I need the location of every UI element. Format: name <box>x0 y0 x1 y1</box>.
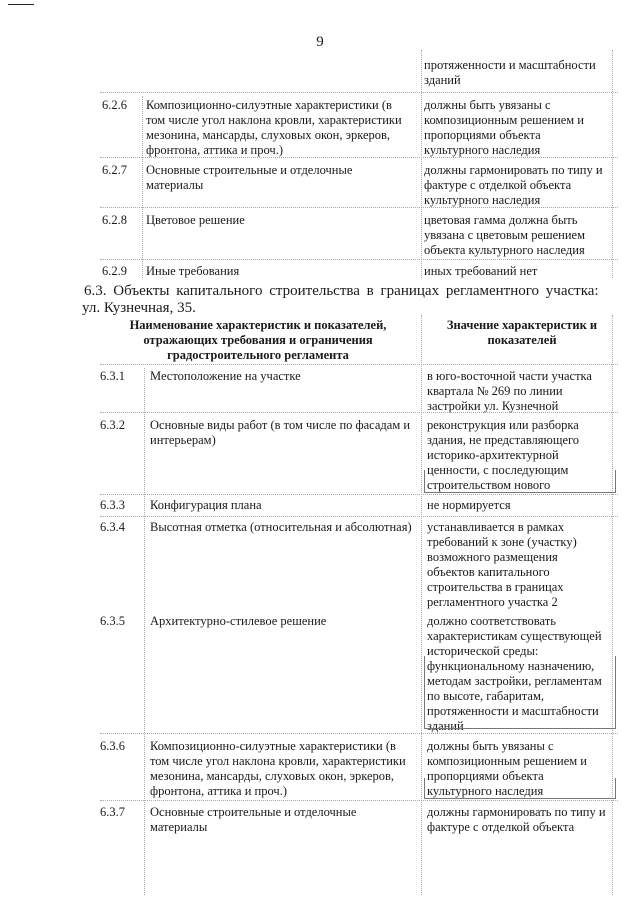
row-name <box>150 614 416 629</box>
value-line: культурного наследия <box>424 193 541 207</box>
name-line: материалы <box>146 178 204 192</box>
top-value-continuation <box>424 58 620 88</box>
name-line: Основные строительные и отделочные <box>146 163 353 177</box>
name-line: Конфигурация плана <box>150 498 262 512</box>
value-bracket <box>424 778 616 799</box>
row-name <box>146 163 416 193</box>
value-line: должно соответствовать <box>427 614 556 628</box>
value-line: культурного наследия <box>424 143 541 157</box>
name-line: материалы <box>150 820 208 834</box>
value-line: по высоте, габаритам, <box>427 689 544 703</box>
row-number: 6.2.9 <box>102 264 127 278</box>
upper-table-num-divider <box>142 96 143 278</box>
value-line: регламентного участка 2 <box>427 595 558 609</box>
upper-table-divider <box>421 50 422 278</box>
value-line: протяженности и масштабности <box>427 704 599 718</box>
section-title-6-3 <box>84 283 620 317</box>
row-name <box>146 213 416 228</box>
name-line: мезонина, мансарды, слуховых окон, эркеров, <box>150 769 395 783</box>
name-line: Композиционно-силуэтные характеристики (в <box>146 98 392 112</box>
row-name <box>150 498 416 513</box>
header-line: Наименование характеристик и показателей, <box>129 318 387 332</box>
row-name <box>150 369 416 384</box>
value-line: строительством нового <box>427 478 551 492</box>
row-separator <box>100 207 618 208</box>
section-title-line: 6.3. Объекты капитального строительства в границах регламентного участка: <box>84 283 599 299</box>
row-number: 6.3.1 <box>100 369 125 383</box>
name-line: Основные строительные и отделочные <box>150 805 357 819</box>
row-name <box>146 264 416 279</box>
row-separator <box>100 364 618 365</box>
row-separator <box>100 412 618 413</box>
value-line: устанавливается в рамках <box>427 520 565 534</box>
name-line: том числе угол наклона кровли, характеристики <box>146 113 402 127</box>
value-line: композиционным решением и <box>427 754 587 768</box>
row-number: 6.3.4 <box>100 520 125 534</box>
value-line: квартала № 269 по линии <box>427 384 563 398</box>
value-line: зданий <box>427 719 464 733</box>
value-line: фактуре с отделкой объекта <box>424 178 572 192</box>
row-value <box>424 98 620 158</box>
row-value <box>427 805 620 835</box>
top-left-mark <box>8 4 34 5</box>
row-value <box>427 498 620 513</box>
name-line: Цветовое решение <box>146 213 245 227</box>
row-separator <box>100 733 618 734</box>
row-number: 6.3.3 <box>100 498 125 512</box>
header-line: отражающих требования и ограничения <box>143 333 373 347</box>
value-line: объекта культурного наследия <box>424 243 585 257</box>
value-line: пропорциями объекта <box>424 128 541 142</box>
value-bracket <box>424 656 616 729</box>
name-line: фронтона, аттика и проч.) <box>146 143 283 157</box>
header-line: показателей <box>487 333 557 347</box>
row-name <box>146 98 416 158</box>
value-line: иных требований нет <box>424 264 538 278</box>
table-header-value <box>424 318 620 348</box>
row-value <box>424 264 620 279</box>
name-line: том числе угол наклона кровли, характеристики <box>150 754 406 768</box>
value-line: характеристикам существующей <box>427 629 602 643</box>
row-number: 6.2.8 <box>102 213 127 227</box>
row-number: 6.3.5 <box>100 614 125 628</box>
row-name <box>150 739 416 799</box>
row-value <box>424 213 620 258</box>
value-line: цветовая гамма должна быть <box>424 213 578 227</box>
row-number: 6.3.7 <box>100 805 125 819</box>
value-line: не нормируется <box>427 498 511 512</box>
value-line: должны гармонировать по типу и <box>424 163 603 177</box>
value-line: фактуре с отделкой объекта <box>427 820 575 834</box>
value-line: должны быть увязаны с <box>424 98 551 112</box>
table-header-name <box>100 318 416 363</box>
row-separator <box>100 516 618 517</box>
value-line: объектов капитального <box>427 565 550 579</box>
row-separator <box>100 800 618 801</box>
lower-table-divider <box>421 315 422 895</box>
row-number: 6.2.6 <box>102 98 127 112</box>
value-bracket <box>424 470 616 493</box>
name-line: Основные виды работ (в том числе по фасадам и <box>150 418 411 432</box>
row-separator <box>100 259 618 260</box>
value-line: зданий <box>424 73 461 87</box>
row-number: 6.3.6 <box>100 739 125 753</box>
row-value <box>427 520 620 610</box>
row-name <box>150 418 416 448</box>
page-number: 9 <box>316 34 324 50</box>
value-line: застройки ул. Кузнечной <box>427 399 559 413</box>
value-line: протяженности и масштабности <box>424 58 596 72</box>
name-line: Местоположение на участке <box>150 369 301 383</box>
value-line: композиционным решением и <box>424 113 584 127</box>
name-line: Иные требования <box>146 264 240 278</box>
value-line: методам застройки, регламентам <box>427 674 602 688</box>
value-line: должны гармонировать по типу и <box>427 805 606 819</box>
lower-table-num-divider <box>144 368 145 895</box>
row-number: 6.2.7 <box>102 163 127 177</box>
row-value <box>424 163 620 208</box>
row-name <box>150 520 416 535</box>
value-line: здания, не представляющего <box>427 433 580 447</box>
name-line: интерьерам) <box>150 433 216 447</box>
value-line: требований к зоне (участку) <box>427 535 577 549</box>
row-number: 6.3.2 <box>100 418 125 432</box>
header-line: градостроительного регламента <box>167 348 349 362</box>
section-title-line: ул. Кузнечная, 35. <box>82 300 196 316</box>
value-line: историко-архитектурной <box>427 448 559 462</box>
name-line: Архитектурно-стилевое решение <box>150 614 327 628</box>
row-name <box>150 805 416 835</box>
row-value <box>427 369 620 414</box>
row-separator <box>100 157 618 158</box>
name-line: Композиционно-силуэтные характеристики (в <box>150 739 396 753</box>
value-line: возможного размещения <box>427 550 558 564</box>
row-separator <box>100 494 618 495</box>
value-line: культурного наследия <box>427 784 544 798</box>
value-line: исторической среды: <box>427 644 539 658</box>
value-line: реконструкция или разборка <box>427 418 579 432</box>
row-separator <box>100 92 618 93</box>
name-line: фронтона, аттика и проч.) <box>150 784 287 798</box>
name-line: Высотная отметка (относительная и абсолютная) <box>150 520 412 534</box>
name-line: мезонина, мансарды, слуховых окон, эркеров, <box>146 128 391 142</box>
value-line: ценности, с последующим <box>427 463 569 477</box>
value-line: должны быть увязаны с <box>427 739 554 753</box>
header-line: Значение характеристик и <box>446 318 598 332</box>
value-line: в юго-восточной части участка <box>427 369 592 383</box>
value-line: функциональному назначению, <box>427 659 595 673</box>
value-line: пропорциями объекта <box>427 769 544 783</box>
value-line: строительства в границах <box>427 580 564 594</box>
value-line: увязана с цветовым решением <box>424 228 586 242</box>
